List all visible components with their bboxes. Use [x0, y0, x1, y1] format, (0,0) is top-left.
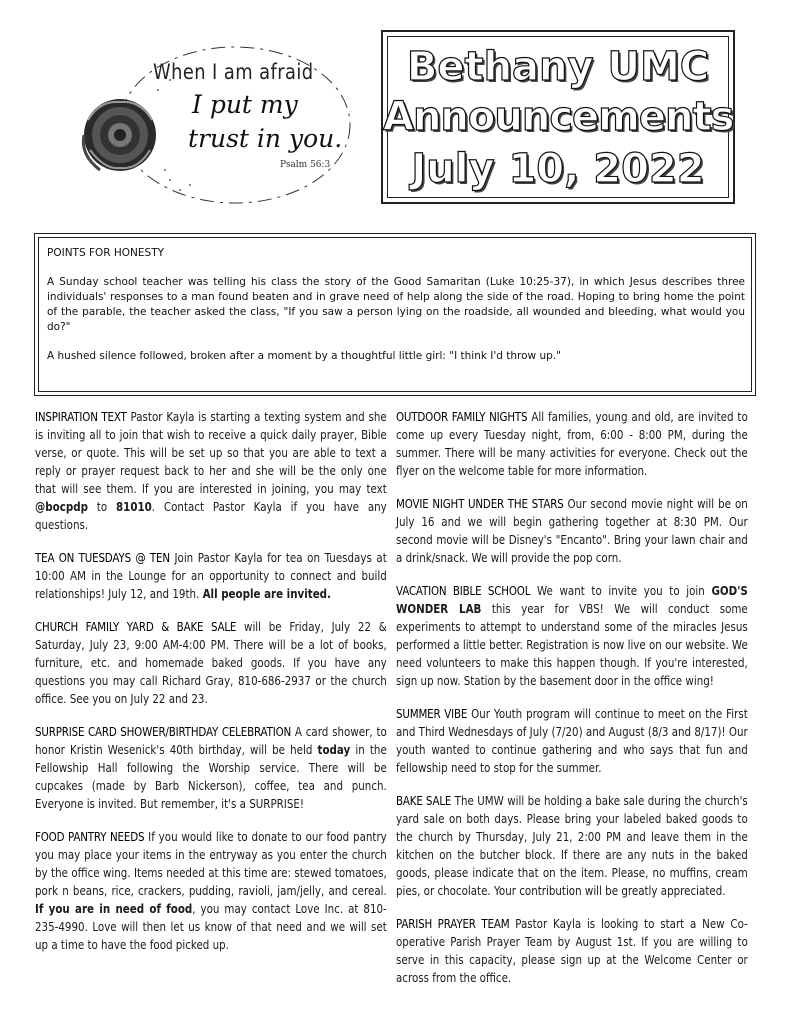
- surprise-body-2: in the Fellowship Hall following the Worship service. There will be cupcakes (made by Barb Nickerson), coffee, tea and punch. Everyone is invited. But remember, it's a: [35, 743, 387, 811]
- inspiration-body-3: . Contact Pastor Kayla if you have any questions.: [35, 500, 387, 532]
- movie-night-announcement: [396, 495, 748, 567]
- tea-emphasis: All people are invited.: [202, 587, 331, 601]
- surprise-body-1: A card shower, to honor Kristin Wesenick's 40th birthday, will be held: [35, 725, 387, 757]
- outdoor-heading: OUTDOOR FAMILY NIGHTS: [396, 410, 528, 424]
- yard-sale-body: will be Friday, July 22 & Saturday, July 23, 9:00 AM-4:00 PM. There will be a lot of books, furniture, etc. and homemade baked goods. If you have any questions you may call Richard Gray, 810-686-2937 or the church office. See you on July 22 and 23.: [35, 620, 387, 706]
- yard-sale-heading: CHURCH FAMILY YARD & BAKE SALE: [35, 620, 237, 634]
- prayer-heading: PARISH PRAYER TEAM: [396, 917, 510, 931]
- prayer-body: Pastor Kayla is looking to start a New Co-operative Parish Prayer Team by August 1st. If you are willing to serve in this capacity, please sign up at the Welcome Center or across from the office.: [396, 917, 748, 985]
- surprise-shower-announcement: [35, 723, 387, 813]
- verse-line-3: trust in you.: [188, 124, 343, 153]
- honesty-heading: POINTS FOR HONESTY: [47, 247, 165, 259]
- inspiration-body-1: Pastor Kayla is starting a texting system and she is inviting all to join that wish to receive a quick daily prayer, Bible verse, or quote. This will be set up so that you are able to text a reply or prayer request back to her and she will be the only one that will see them. If you are interested in joining, you may text: [35, 410, 387, 496]
- tea-announcement: [35, 549, 387, 603]
- surprise-heading: SURPRISE CARD SHOWER/BIRTHDAY CELEBRATION: [35, 725, 292, 739]
- church-name: Bethany UMC: [406, 44, 710, 90]
- honesty-paragraph-2: A hushed silence followed, broken after a moment by a thoughtful little girl: "I think I'd throw up.": [47, 350, 561, 362]
- inspiration-text-announcement: [35, 408, 387, 534]
- bake-heading: BAKE SALE: [396, 794, 452, 808]
- food-pantry-heading: FOOD PANTRY NEEDS: [35, 830, 145, 844]
- vibe-heading: SUMMER VIBE: [396, 707, 468, 721]
- verse-line-1: When I am afraid: [153, 60, 314, 84]
- food-pantry-body-1: If you would like to donate to our food pantry you may place your items in the entryway as you enter the church by the office wing. Items needed at this time are: stewed tomatoes, pork n beans, rice, crackers, pudding, ravioli, jam/jelly, and cereal.: [35, 830, 387, 898]
- bulletin-date: July 10, 2022: [411, 146, 705, 192]
- movie-body: Our second movie night will be on July 16 and we will begin gathering together at 8:30 PM. Our second movie will be Disney's "Encanto". Bring your lawn chair and a drink/snack. We will provide the pop corn.: [396, 497, 748, 565]
- vbs-heading: VACATION BIBLE SCHOOL: [396, 584, 531, 598]
- bake-body: The UMW will be holding a bake sale during the church's yard sale on both days. Please bring your labeled baked goods to the church by Thursday, July 21, 2:00 PM and leave them in the kitchen on the butcher block. If there are any nuts in the baked goods, please indicate that on the item. Please, no muffins, cream pies, or chocolate. Your contribution will be greatly appreciated.: [396, 794, 748, 898]
- surprise-today: today: [317, 743, 351, 757]
- food-pantry-announcement: [35, 828, 387, 954]
- prayer-team-announcement: [396, 915, 748, 987]
- rose-icon: [83, 99, 156, 171]
- vibe-body: Our Youth program will continue to meet on the First and Third Wednesdays of July (7/20) and August (8/3 and 8/17)! Our youth wanted to continue gathering and who says that fun and fellowship need to stop for the summer.: [396, 707, 748, 775]
- verse-reference: Psalm 56:3: [280, 160, 331, 170]
- food-pantry-emphasis: If you are in need of food: [35, 902, 193, 916]
- honesty-paragraph-1: A Sunday school teacher was telling his class the story of the Good Samaritan (Luke 10:25-37), in which Jesus describes three individuals' responses to a man found beaten and in grave need of help along the side of the road. Hoping to bring home the point of the parable, the teacher asked the class, "If you saw a person lying on the roadside, all wounded and bleeding, what would you do?": [47, 276, 745, 333]
- header-graphic: [70, 30, 360, 210]
- vbs-announcement: [396, 582, 748, 690]
- flower-wreath-graphic: [70, 30, 360, 210]
- outdoor-body: All families, young and old, are invited to come up every Tuesday night, from, 6:00 - 8:00 PM, during the summer. There will be many activities for everyone. Check out the flyer on the welcome table for more information.: [396, 410, 748, 478]
- left-column: [35, 408, 387, 969]
- points-for-honesty-box: [34, 233, 756, 396]
- yard-sale-announcement: [35, 618, 387, 708]
- announcements-title: Announcements: [383, 94, 734, 140]
- bake-sale-announcement: [396, 792, 748, 900]
- vbs-body-1: We want to invite you to join: [530, 584, 712, 598]
- inspiration-code: @bocpdp: [35, 500, 88, 514]
- tea-body: Join Pastor Kayla for tea on Tuesdays at 10:00 AM in the Lounge for an opportunity to connect and build relationships! July 12, and 19th.: [35, 551, 387, 601]
- outdoor-nights-announcement: [396, 408, 748, 480]
- inspiration-body-2: to: [87, 500, 116, 514]
- verse-line-2: I put my: [192, 90, 298, 119]
- right-column: [396, 408, 748, 1002]
- tea-heading: TEA ON TUESDAYS @ TEN: [35, 551, 170, 565]
- title-box: [381, 30, 735, 204]
- movie-heading: MOVIE NIGHT UNDER THE STARS: [396, 497, 564, 511]
- food-pantry-body-2: , you may contact Love Inc. at 810-235-4990. Love will then let us know of that need and we will set up a time to have the food picked up.: [35, 902, 387, 952]
- surprise-emphasis: SURPRISE!: [249, 797, 305, 811]
- inspiration-heading: INSPIRATION TEXT: [35, 410, 127, 424]
- inspiration-number: 81010: [115, 500, 152, 514]
- vbs-body-2: this year for VBS! We will conduct some experiments to attempt to understand some of the miracles Jesus performed a little better. Registration is now live on our website. We need volunteers to make this happen though. If you're interested, sign up now. Station by the basement door in the office wing!: [396, 602, 748, 688]
- summer-vibe-announcement: [396, 705, 748, 777]
- vbs-emphasis: GOD'S WONDER LAB: [396, 584, 748, 616]
